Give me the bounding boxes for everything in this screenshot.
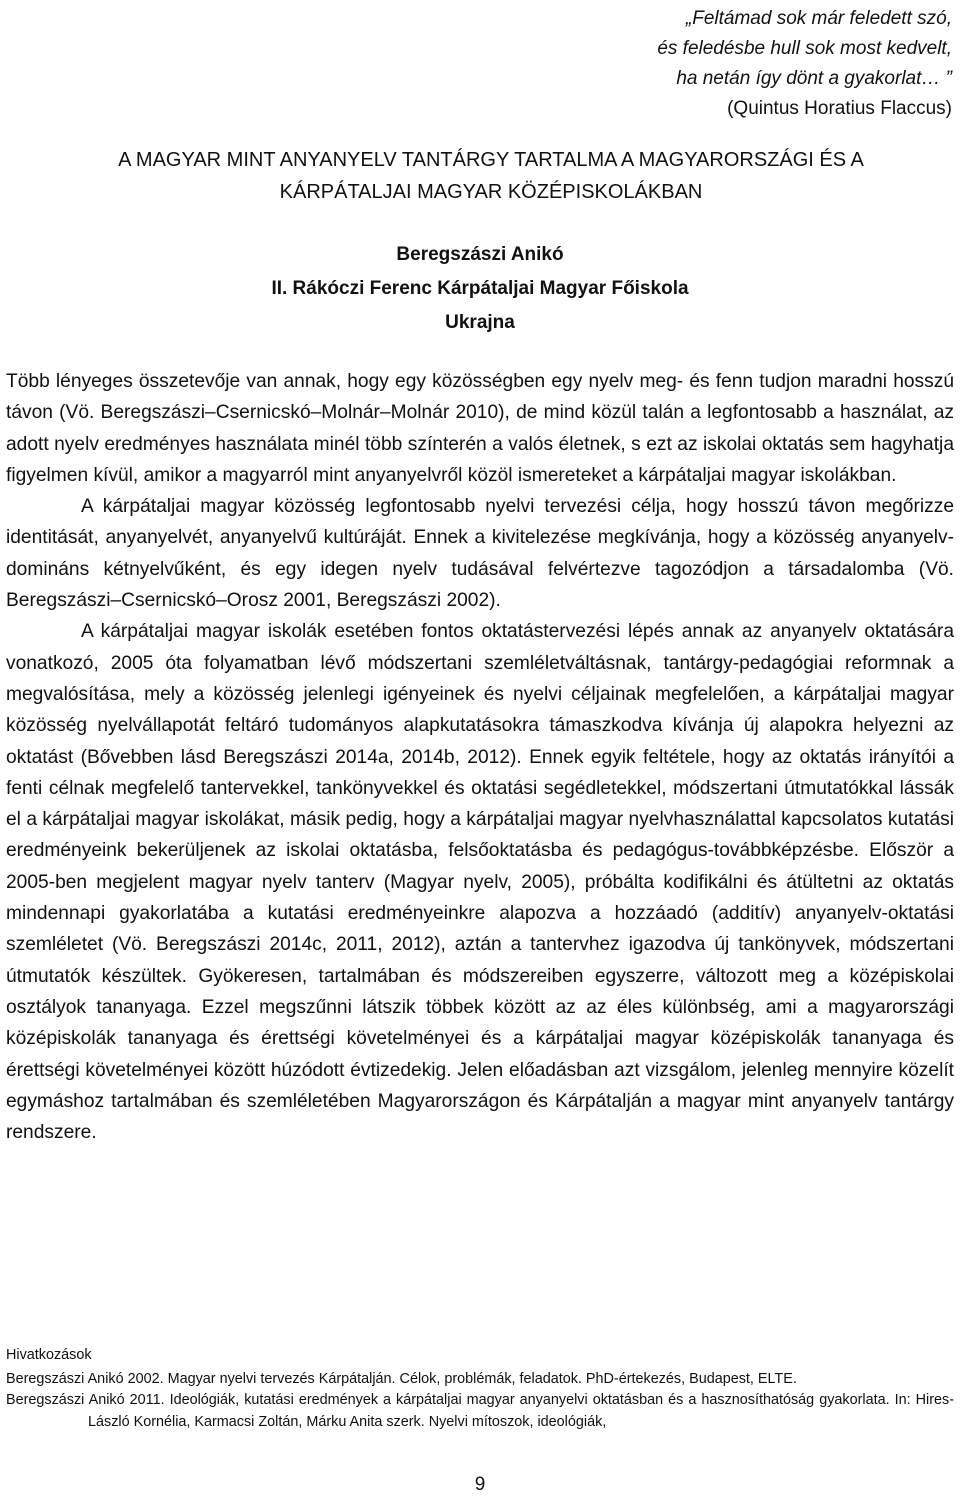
motto <box>657 4 952 124</box>
reference-item: Beregszászi Anikó 2011. Ideológiák, kutatási eredmények a kárpátaljai magyar anyanyelvi oktatásban és a hasznosíthatóság gyakorlata. In: Hires-László Kornélia, Karmacsi Zoltán, Márku Anita szerk. Nyelvi mítoszok, ideológiák, <box>6 1392 954 1430</box>
motto-author: (Quintus Horatius Flaccus) <box>727 98 952 119</box>
author-name: Beregszászi Anikó <box>396 244 564 265</box>
body-paragraph: Több lényeges összetevője van annak, hogy egy közösségben egy nyelv meg- és fenn tudjon maradni hosszú távon (Vö. Beregszászi–Csernicskó–Molnár–Molnár 2010), de mind közül talán a legfontosabb a használat, az adott nyelv eredményes használata minél több színterén a valós életnek, s ezt az iskolai oktatás sem hagyhatja figyelmen kívül, amikor a magyarról mint anyanyelvről közöl ismereteket a kárpátaljai magyar iskolákban. <box>6 371 954 486</box>
motto-line: „Feltámad sok már feledett szó, <box>685 8 952 29</box>
reference-item: Beregszászi Anikó 2002. Magyar nyelvi tervezés Kárpátalján. Célok, problémák, feladatok. PhD-értekezés, Budapest, ELTE. <box>6 1370 797 1387</box>
references-heading: Hivatkozások <box>6 1347 92 1363</box>
motto-line: ha netán így dönt a gyakorlat… ” <box>676 68 952 89</box>
motto-line: és feledésbe hull sok most kedvelt, <box>657 38 952 59</box>
article-title: A MAGYAR MINT ANYANYELV TANTÁRGY TARTALMA A MAGYARORSZÁGI ÉS A KÁRPÁTALJAI MAGYAR KÖZÉPISKOLÁKBAN <box>118 149 864 203</box>
author-block <box>0 238 960 340</box>
body-paragraph: A kárpátaljai magyar közösség legfontosabb nyelvi tervezési célja, hogy hosszú távon megőrizze identitását, anyanyelvét, anyanyelvű kultúráját. Ennek a kivitelezése megkívánja, hogy a közösség anyanyelv-domináns kétnyelvűként, és egy idegen nyelv tudásával felvértezve tagozódjon a társadalomba (Vö. Beregszászi–Csernicskó–Orosz 2001, Beregszászi 2002). <box>6 496 954 612</box>
body-paragraph: A kárpátaljai magyar iskolák esetében fontos oktatástervezési lépés annak az anyanyelv oktatására vonatkozó, 2005 óta folyamatban lévő módszertani szemléletváltásnak, tantárgy-pedagógiai reformnak a megvalósítása, mely a közösség jelenlegi igényeinek és nyelvi céljainak megfelelően, a kárpátaljai magyar közösség nyelvállapotát feltáró tudományos alapkutatásokra támaszkodva kívánja új alapokra helyezni az oktatást (Bővebben lásd Beregszászi 2014a, 2014b, 2012). Ennek egyik feltétele, hogy az oktatás irányítói a fenti célnak megfelelő tantervekkel, tankönyvekkel és oktatási segédletekkel, módszertani útmutatókkal lássák el a kárpátaljai magyar iskolákat, másik pedig, hogy a kárpátaljai magyar nyelvhasználattal kapcsolatos kutatási eredményeink bekerüljenek az iskolai oktatásba, felsőoktatásba és pedagógus-továbbképzésbe. Először a 2005-ben megjelent magyar nyelv tanterv (Magyar nyelv, 2005), próbálta kodifikálni és átültetni az oktatás mindennapi gyakorlatába a kutatási eredményeinkre alapozva a hozzáadó (additív) anyanyelv-oktatási szemléletet (Vö. Beregszászi 2014c, 2011, 2012), aztán a tantervhez igazodva új tankönyvek, módszertani útmutatók készültek. Gyökeresen, tartalmában és módszereiben egyszerre, változott meg a középiskolai osztályok tananyaga. Ezzel megszűnni látszik többek között az az éles különbség, ami a magyarországi középiskolák tananyaga és érettségi követelményei és a kárpátaljai magyar középiskolák tananyaga és érettségi követelményei között húzódott évtizedekig. Jelen előadásban azt vizsgálom, jelenleg mennyire közelít egymáshoz tartalmában és szemléletében Magyarországon és Kárpátalján a magyar mint anyanyelv tantárgy rendszere. <box>6 621 954 1144</box>
author-country: Ukrajna <box>445 312 515 333</box>
page-number: 9 <box>474 1474 486 1495</box>
references <box>6 1345 954 1433</box>
author-institution: II. Rákóczi Ferenc Kárpátaljai Magyar Főiskola <box>271 278 689 299</box>
article-body <box>6 366 954 1148</box>
